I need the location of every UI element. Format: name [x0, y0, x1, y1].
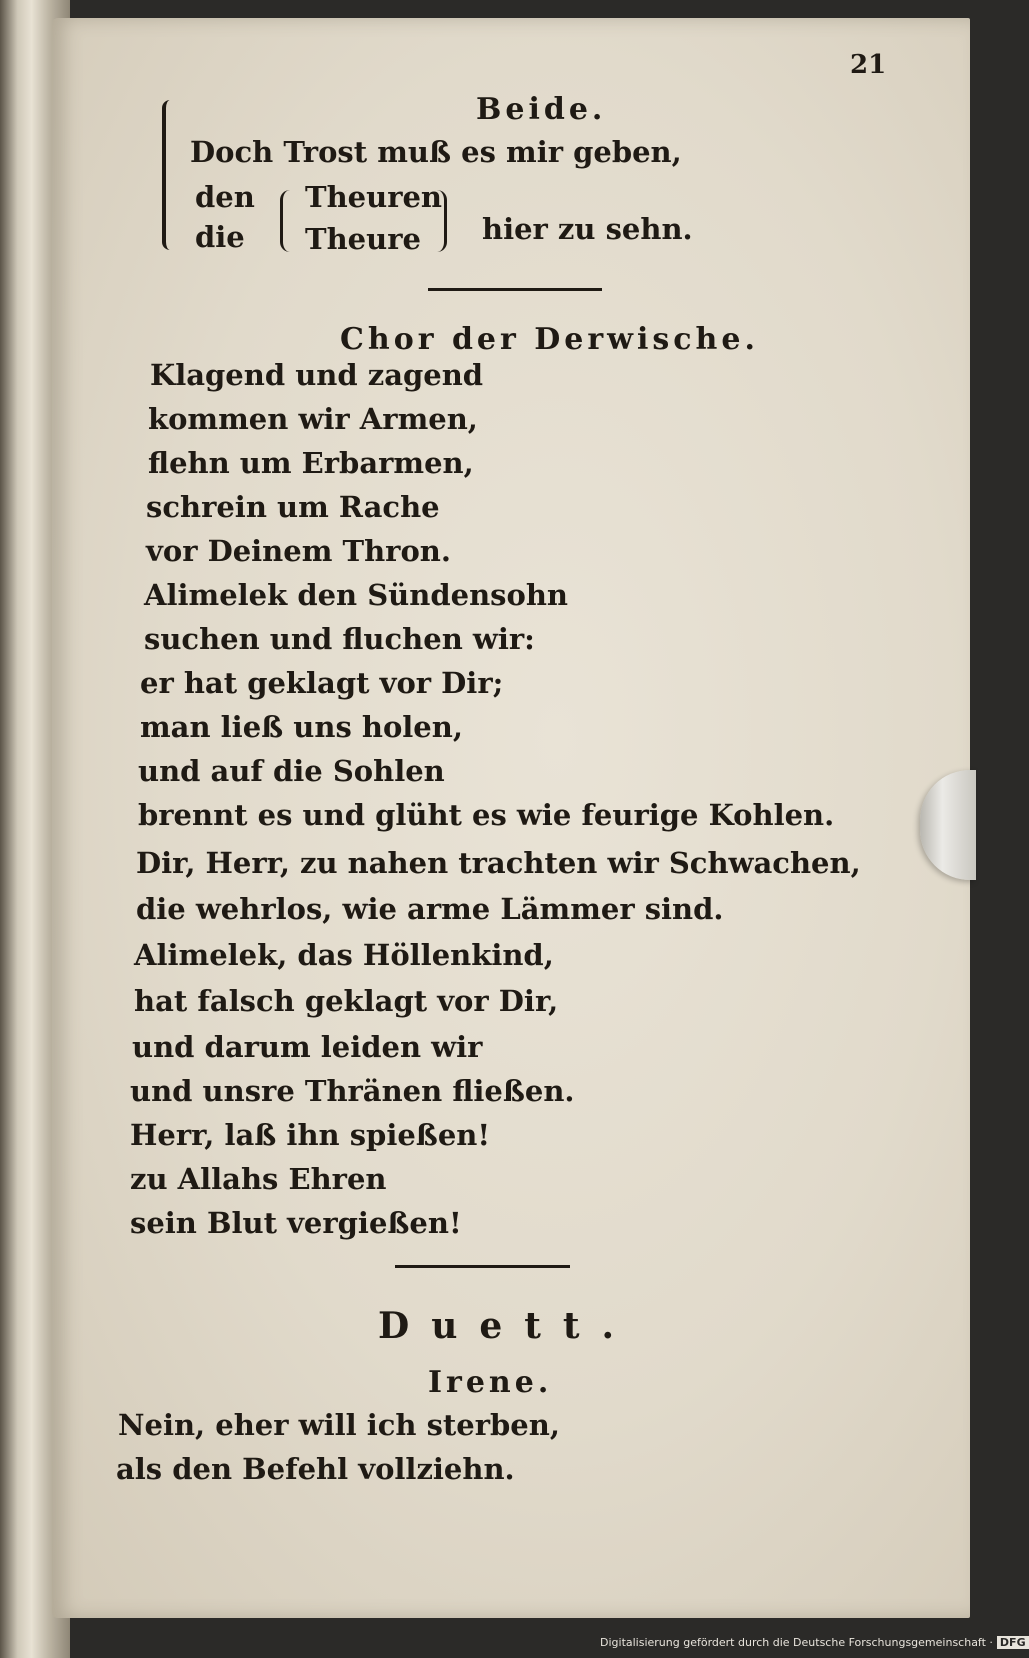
chor-line: sein Blut vergießen! [130, 1206, 462, 1240]
chor-line: schrein um Rache [146, 490, 440, 524]
chor-line: und darum leiden wir [132, 1030, 483, 1064]
beide-option-1: Theuren [305, 180, 443, 214]
speaker-irene: Irene. [428, 1365, 553, 1400]
speaker-chor: Chor der Derwische. [340, 322, 759, 357]
beide-den: den [195, 180, 255, 214]
brace-options-right [436, 190, 447, 252]
dfg-logo: DFG [997, 1636, 1029, 1649]
chor-line: kommen wir Armen, [148, 402, 478, 436]
chor-line: flehn um Erbarmen, [148, 446, 474, 480]
chor-line: Dir, Herr, zu nahen trachten wir Schwachen, [136, 846, 861, 880]
chor-line: vor Deinem Thron. [146, 534, 451, 568]
chor-line: man ließ uns holen, [140, 710, 463, 744]
divider-2 [395, 1265, 570, 1268]
chor-line: Alimelek, das Höllenkind, [134, 938, 554, 972]
chor-line: er hat geklagt vor Dir; [140, 666, 504, 700]
chor-line: Klagend und zagend [150, 358, 484, 392]
brace-beide [162, 100, 176, 250]
divider-1 [428, 288, 602, 291]
footer-text: Digitalisierung gefördert durch die Deutsche Forschungsgemeinschaft · [600, 1636, 993, 1649]
duett-line: als den Befehl vollziehn. [116, 1452, 515, 1486]
beide-die: die [195, 220, 245, 254]
beide-line-1: Doch Trost muß es mir geben, [190, 135, 682, 169]
duett-line: Nein, eher will ich sterben, [118, 1408, 560, 1442]
chor-line: hat falsch geklagt vor Dir, [134, 984, 559, 1018]
chor-line: brennt es und glüht es wie feurige Kohlen. [138, 798, 835, 832]
brace-options-left [280, 190, 291, 252]
chor-line: suchen und fluchen wir: [144, 622, 535, 656]
beide-option-2: Theure [305, 222, 421, 256]
beide-right: hier zu sehn. [482, 212, 693, 246]
chor-line: und unsre Thränen fließen. [130, 1074, 575, 1108]
page-number: 21 [850, 50, 887, 80]
section-title-duett: Duett. [378, 1305, 637, 1347]
chor-line: und auf die Sohlen [138, 754, 445, 788]
chor-line: Herr, laß ihn spießen! [130, 1118, 491, 1152]
speaker-beide: Beide. [476, 92, 607, 127]
chor-line: Alimelek den Sündensohn [144, 578, 568, 612]
chor-line: die wehrlos, wie arme Lämmer sind. [136, 892, 724, 926]
footer-credit [600, 1636, 1029, 1649]
chor-line: zu Allahs Ehren [130, 1162, 387, 1196]
